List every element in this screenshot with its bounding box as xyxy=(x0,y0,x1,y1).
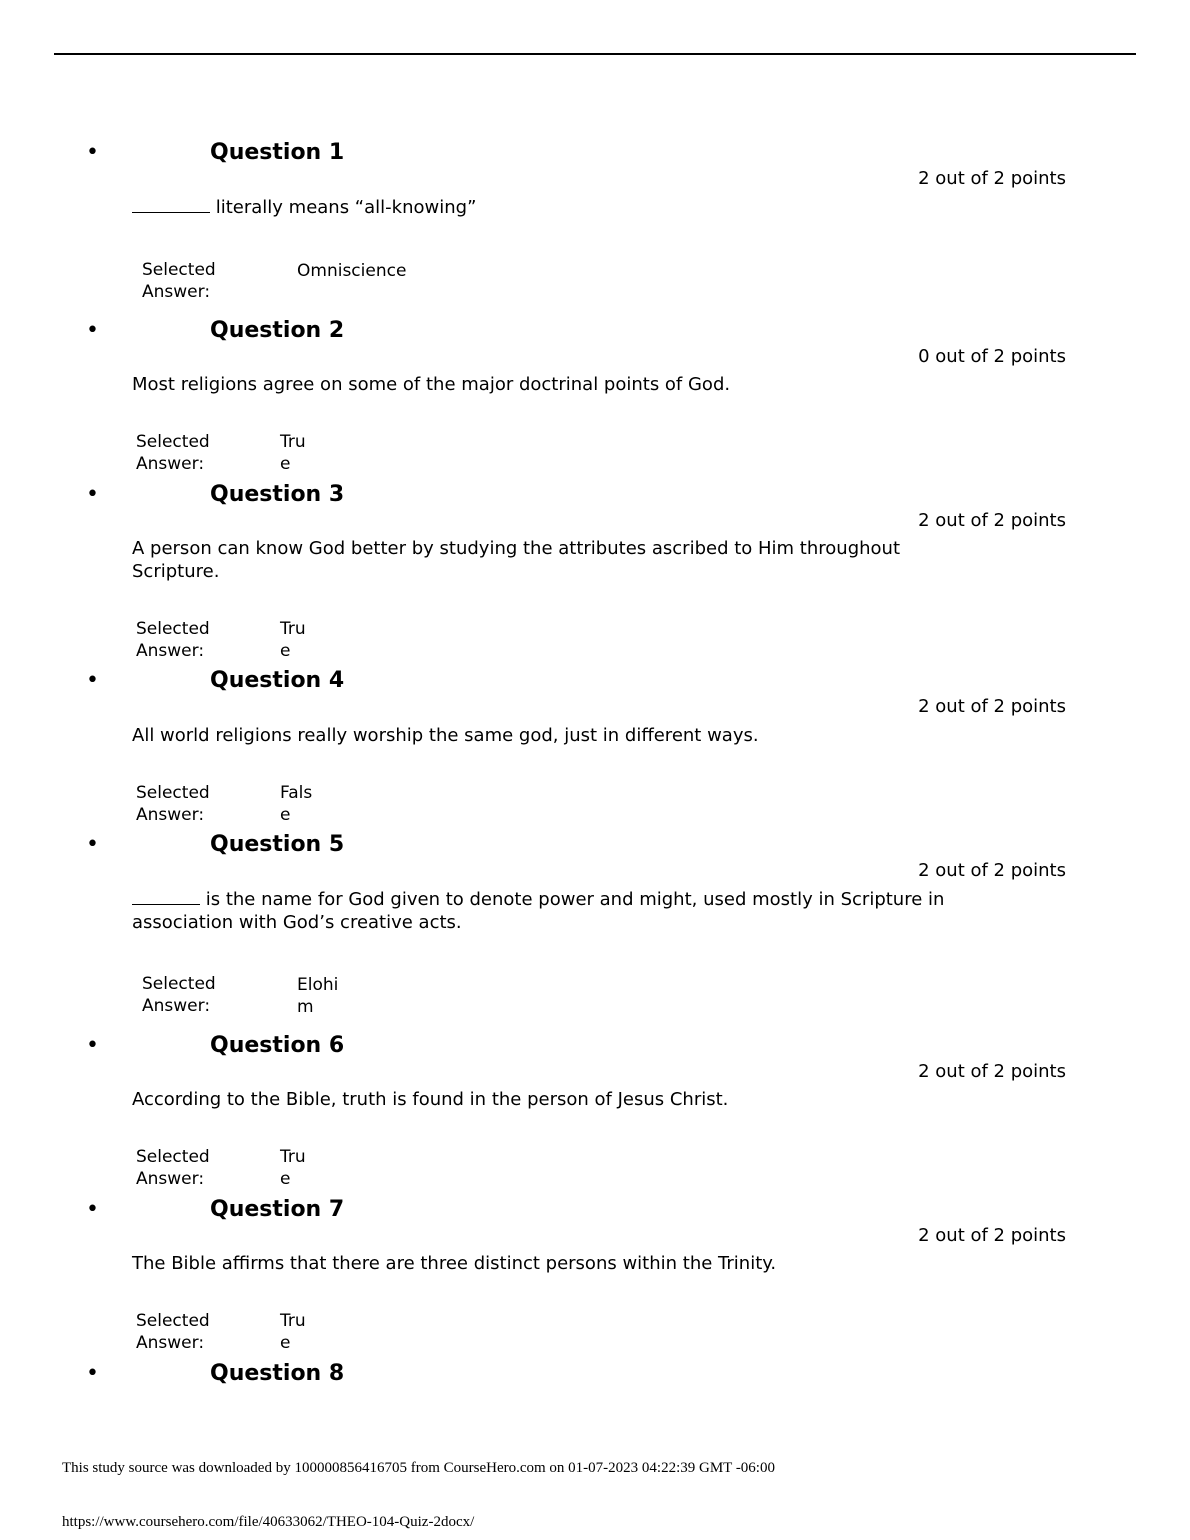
question-points: 2 out of 2 points xyxy=(918,510,1066,531)
bullet-icon: • xyxy=(86,1033,99,1058)
top-divider xyxy=(54,53,1136,55)
selected-answer-label: Selected Answer: xyxy=(136,1147,210,1189)
selected-answer-value: True xyxy=(280,1147,306,1189)
question-points: 2 out of 2 points xyxy=(918,696,1066,717)
selected-answer-value: False xyxy=(280,783,313,825)
question-title: Question 5 xyxy=(210,832,345,857)
bullet-icon: • xyxy=(86,1361,99,1386)
question-points: 2 out of 2 points xyxy=(918,1061,1066,1082)
bullet-icon: • xyxy=(86,1197,99,1222)
question-title: Question 1 xyxy=(210,140,345,165)
selected-answer-label: Selected Answer: xyxy=(136,783,210,825)
question-title: Question 6 xyxy=(210,1033,345,1058)
selected-answer-value: Elohim xyxy=(297,975,339,1017)
question-text: According to the Bible, truth is found in the person of Jesus Christ. xyxy=(132,1089,729,1110)
bullet-icon: • xyxy=(86,668,99,693)
selected-answer-value: True xyxy=(280,619,306,661)
selected-answer-label: Selected Answer: xyxy=(142,260,216,302)
selected-answer-label: Selected Answer: xyxy=(136,432,210,474)
selected-answer-label: Selected Answer: xyxy=(142,974,216,1016)
question-title: Question 7 xyxy=(210,1197,345,1222)
question-text: All world religions really worship the same god, just in different ways. xyxy=(132,725,759,746)
question-points: 2 out of 2 points xyxy=(918,1225,1066,1246)
bullet-icon: • xyxy=(86,482,99,507)
answer-blank xyxy=(132,197,210,213)
question-title: Question 8 xyxy=(210,1361,345,1386)
question-text: is the name for God given to denote power and might, used mostly in Scripture in association with God’s creative acts. xyxy=(132,889,945,933)
question-points: 2 out of 2 points xyxy=(918,168,1066,189)
selected-answer-value: True xyxy=(280,432,306,474)
bullet-icon: • xyxy=(86,832,99,857)
bullet-icon: • xyxy=(86,318,99,343)
question-points: 2 out of 2 points xyxy=(918,860,1066,881)
download-notice: This study source was downloaded by 100000856416705 from CourseHero.com on 01-07-2023 04:22:39 GMT -06:00 xyxy=(62,1460,775,1476)
question-title: Question 3 xyxy=(210,482,345,507)
question-text: A person can know God better by studying the attributes ascribed to Him throughout Scripture. xyxy=(132,538,901,582)
selected-answer-label: Selected Answer: xyxy=(136,619,210,661)
source-url[interactable]: https://www.coursehero.com/file/40633062/THEO-104-Quiz-2docx/ xyxy=(62,1514,475,1530)
question-text: literally means “all-knowing” xyxy=(132,196,992,219)
selected-answer-label: Selected Answer: xyxy=(136,1311,210,1353)
question-points: 0 out of 2 points xyxy=(918,346,1066,367)
selected-answer-value: True xyxy=(280,1311,306,1353)
selected-answer-value: Omniscience xyxy=(297,261,407,281)
question-text: The Bible affirms that there are three distinct persons within the Trinity. xyxy=(132,1253,777,1274)
bullet-icon: • xyxy=(86,140,99,165)
question-text: Most religions agree on some of the major doctrinal points of God. xyxy=(132,374,731,395)
question-title: Question 2 xyxy=(210,318,345,343)
question-title: Question 4 xyxy=(210,668,345,693)
answer-blank xyxy=(132,889,200,905)
